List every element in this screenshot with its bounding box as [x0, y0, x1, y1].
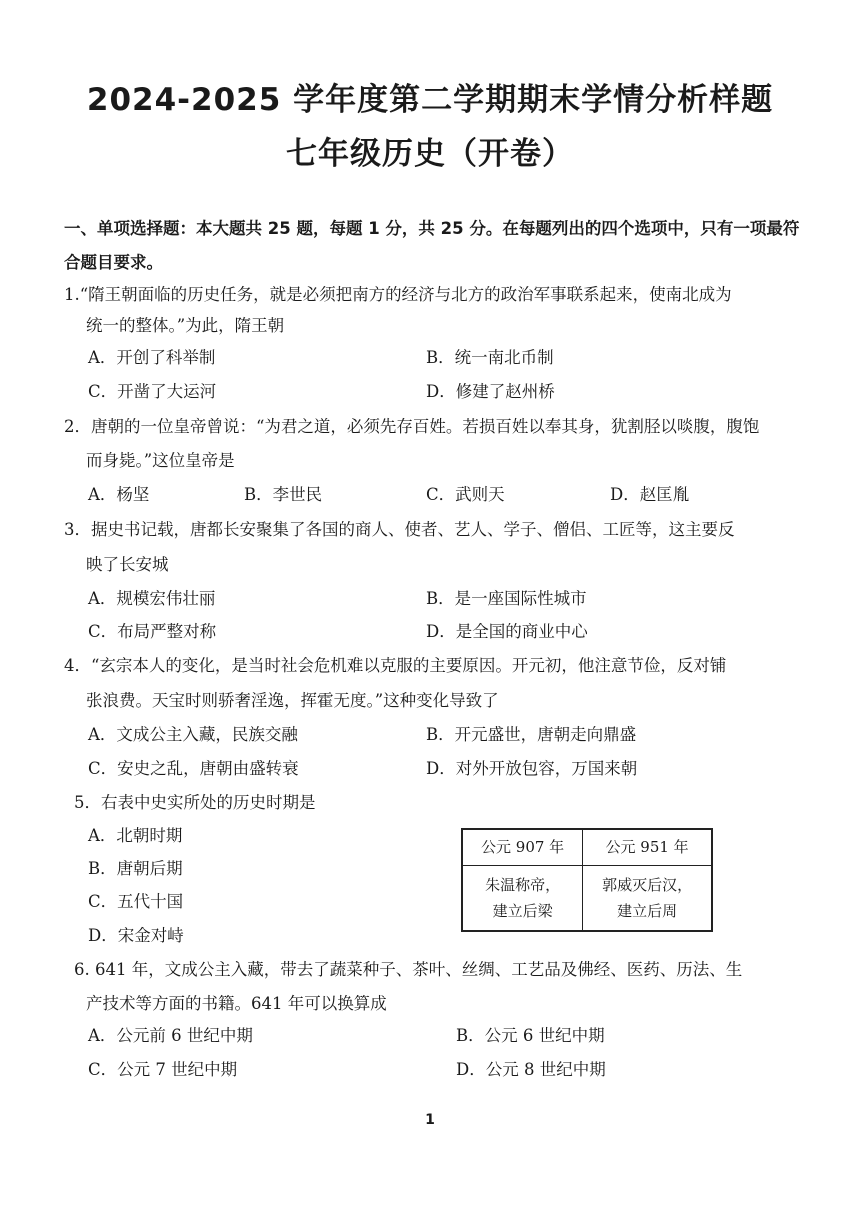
question-stem-line: 统一的整体。”为此，隋王朝: [86, 316, 285, 335]
option-c[interactable]: C．武则天: [426, 485, 505, 504]
option-a[interactable]: A．文成公主入藏，民族交融: [88, 725, 298, 744]
question-stem-line: 6. 641 年，文成公主入藏，带去了蔬菜种子、茶叶、丝绸、工艺品及佛经、医药、历法、生: [74, 960, 743, 979]
table-cell-line: 建立后周: [617, 901, 678, 920]
question-stem-line: 4．“玄宗本人的变化，是当时社会危机难以克服的主要原因。开元初，他注意节俭，反对铺: [64, 656, 727, 675]
history-table: [461, 828, 713, 932]
option-a[interactable]: A．公元前 6 世纪中期: [88, 1026, 253, 1045]
option-c[interactable]: C．五代十国: [88, 892, 184, 911]
table-cell: [583, 865, 712, 931]
question-stem-line: 3．据史书记载，唐都长安聚集了各国的商人、使者、艺人、学子、僧侣、工匠等，这主要反: [64, 520, 735, 539]
option-c[interactable]: C．公元 7 世纪中期: [88, 1060, 238, 1079]
exam-subtitle: 七年级历史（开卷）: [286, 136, 574, 172]
option-b[interactable]: B．开元盛世，唐朝走向鼎盛: [426, 725, 637, 744]
exam-title: 2024-2025 学年度第二学期期末学情分析样题: [86, 82, 774, 118]
option-b[interactable]: B．李世民: [244, 485, 323, 504]
question-stem-line: 产技术等方面的书籍。641 年可以换算成: [86, 994, 387, 1013]
option-d[interactable]: D．修建了赵州桥: [426, 382, 555, 401]
question-stem-line: 映了长安城: [86, 555, 169, 574]
option-c[interactable]: C．布局严整对称: [88, 622, 217, 641]
question-stem-line: 5．右表中史实所处的历史时期是: [74, 793, 316, 812]
table-cell-line: 建立后梁: [492, 901, 553, 920]
option-b[interactable]: B．统一南北币制: [426, 348, 554, 367]
table-cell-line: 朱温称帝，: [485, 875, 561, 894]
section-heading: 一、单项选择题：本大题共 25 题，每题 1 分，共 25 分。在每题列出的四个选项中，只有一项最符合题目要求。: [64, 219, 800, 272]
option-d[interactable]: D．赵匡胤: [610, 485, 690, 504]
option-d[interactable]: D．是全国的商业中心: [426, 622, 588, 641]
table-header-cell: 公元 907 年: [462, 829, 583, 865]
option-a[interactable]: A．北朝时期: [88, 826, 183, 845]
option-a[interactable]: A．杨坚: [88, 485, 150, 504]
option-b[interactable]: B．是一座国际性城市: [426, 589, 587, 608]
option-b[interactable]: B．公元 6 世纪中期: [456, 1026, 605, 1045]
table-header-cell: 公元 951 年: [583, 829, 712, 865]
question-stem-line: 1.“隋王朝面临的历史任务，就是必须把南方的经济与北方的政治军事联系起来，使南北成为: [64, 285, 732, 304]
question-stem-line: 2．唐朝的一位皇帝曾说：“为君之道，必须先存百姓。若损百姓以奉其身，犹割胫以啖腹，腹饱: [64, 417, 760, 436]
option-c[interactable]: C．开凿了大运河: [88, 382, 217, 401]
option-b[interactable]: B．唐朝后期: [88, 859, 183, 878]
option-d[interactable]: D．对外开放包容，万国来朝: [426, 759, 638, 778]
table-header-row: [462, 829, 712, 865]
table-cell: [462, 865, 583, 931]
option-a[interactable]: A．规模宏伟壮丽: [88, 589, 216, 608]
table-row: [462, 865, 712, 931]
option-a[interactable]: A．开创了科举制: [88, 348, 216, 367]
option-d[interactable]: D．公元 8 世纪中期: [456, 1060, 606, 1079]
table-cell-line: 郭威灭后汉，: [602, 875, 693, 894]
question-stem-line: 而身毙。”这位皇帝是: [86, 451, 235, 470]
question-stem-line: 张浪费。天宝时则骄奢淫逸，挥霍无度。”这种变化导致了: [86, 691, 499, 710]
option-c[interactable]: C．安史之乱，唐朝由盛转衰: [88, 759, 299, 778]
page-number: 1: [425, 1112, 435, 1128]
option-d[interactable]: D．宋金对峙: [88, 926, 184, 945]
